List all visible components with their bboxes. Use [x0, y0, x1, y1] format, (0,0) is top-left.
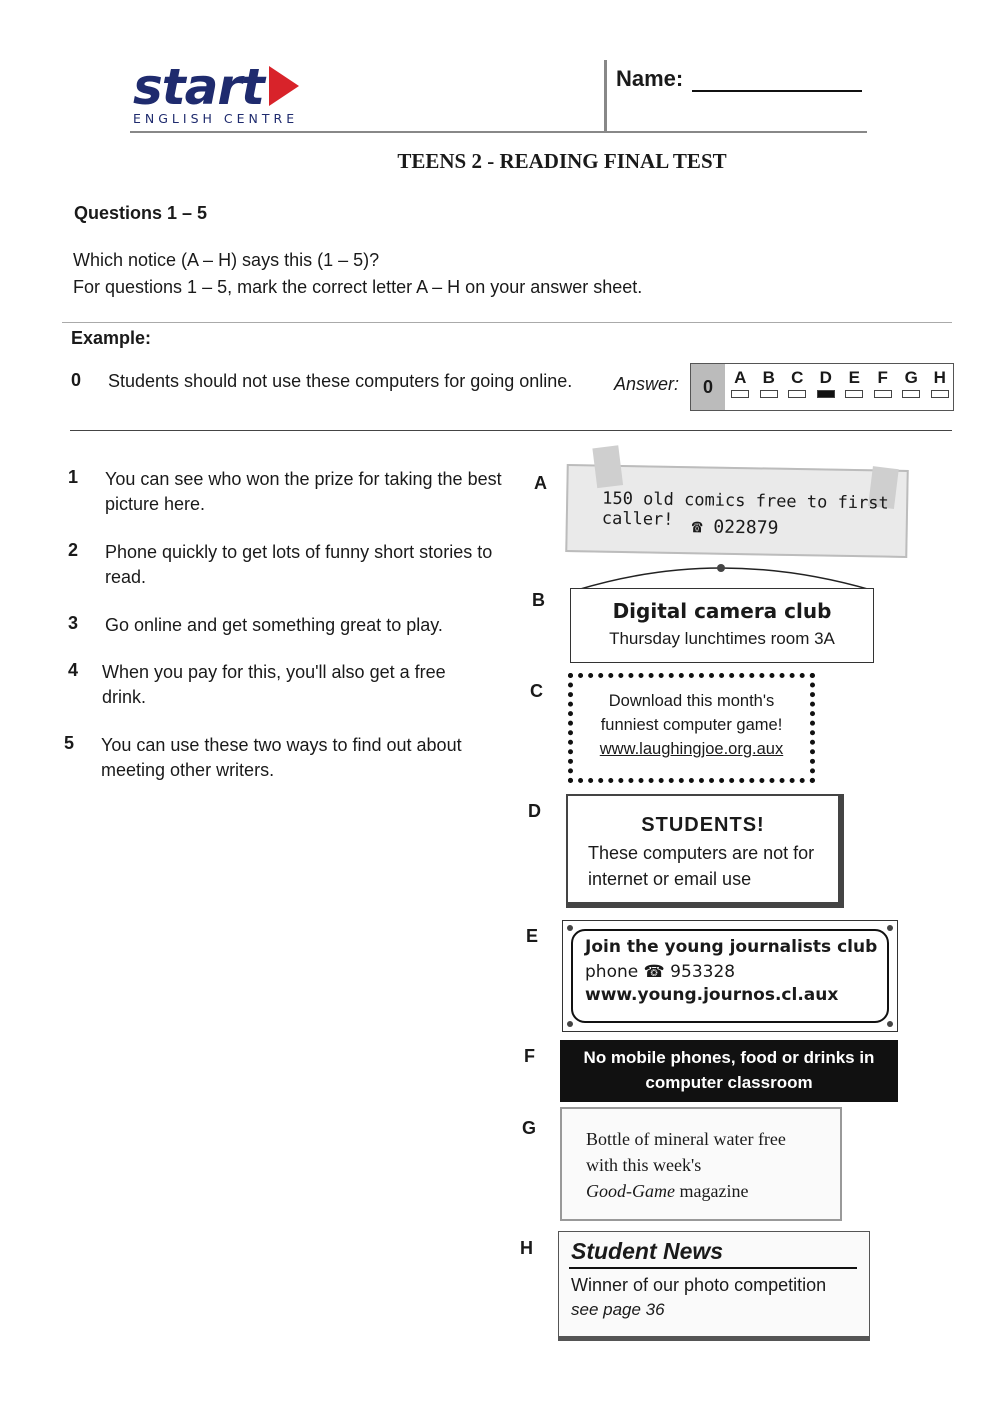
- magazine-name: Good-Game: [586, 1181, 675, 1201]
- answer-option-f[interactable]: [874, 368, 893, 398]
- example-text: Students should not use these computers for going online.: [108, 371, 573, 391]
- notice-letter: E: [526, 926, 539, 946]
- notice-letter: C: [530, 681, 543, 701]
- notice-f-line-1: No mobile phones, food or drinks in: [583, 1048, 875, 1067]
- notice-f: [560, 1040, 898, 1102]
- example-label: Example:: [71, 328, 152, 348]
- answer-option-e[interactable]: [845, 368, 864, 398]
- divider-bottom: [70, 430, 952, 431]
- answer-letter: D: [819, 368, 832, 387]
- notice-c-link[interactable]: www.laughingjoe.org.aux: [599, 740, 784, 758]
- answer-bubble[interactable]: [845, 390, 863, 398]
- question-text: Phone quickly to get lots of funny short stories to read.: [105, 542, 493, 587]
- notice-g: [560, 1107, 842, 1221]
- notice-h-title: Student News: [571, 1238, 724, 1264]
- question-text: Go online and get something great to play.: [105, 615, 443, 635]
- question-text: You can see who won the prize for taking the best picture here.: [105, 469, 502, 514]
- page-title: TEENS 2 - READING FINAL TEST: [397, 149, 727, 173]
- notice-d-heading: STUDENTS!: [641, 814, 765, 836]
- question-number: 5: [64, 733, 75, 753]
- example-number: 0: [71, 370, 82, 390]
- answer-option-a[interactable]: [731, 368, 750, 398]
- logo-arrow-icon: [269, 66, 299, 106]
- pin-icon: [887, 925, 893, 931]
- answer-option-b[interactable]: [760, 368, 779, 398]
- section-heading: Questions 1 – 5: [74, 203, 208, 223]
- answer-letter: C: [791, 368, 804, 387]
- notice-b: [570, 588, 874, 663]
- answer-letter: A: [734, 368, 747, 387]
- notice-g-text: magazine: [674, 1181, 749, 1201]
- answer-option-d[interactable]: [817, 368, 836, 398]
- notice-letter: A: [534, 473, 547, 493]
- answer-bubble[interactable]: [760, 390, 778, 398]
- answer-bubble[interactable]: [931, 390, 949, 398]
- notice-h-line-3: see page 36: [571, 1300, 665, 1319]
- answer-letters: [731, 368, 949, 398]
- notice-c: [568, 673, 815, 783]
- notice-b-line-1: Digital camera club: [612, 599, 832, 623]
- notice-letter: G: [522, 1118, 537, 1138]
- notice-b-line-2: Thursday lunchtimes room 3A: [609, 629, 835, 648]
- question-text: When you pay for this, you'll also get a free drink.: [102, 662, 446, 707]
- answer-letter: G: [904, 368, 918, 387]
- notice-c-line-1: Download this month's: [608, 692, 775, 710]
- answer-letter: B: [762, 368, 775, 387]
- header-divider: [130, 131, 867, 133]
- notice-g-line-3: [586, 1181, 748, 1202]
- notice-e-link[interactable]: www.young.journos.cl.aux: [585, 985, 839, 1005]
- notice-d: [566, 794, 844, 908]
- divider-top: [62, 322, 952, 323]
- notice-c-line-2: funniest computer game!: [600, 716, 783, 734]
- notice-e: [562, 920, 898, 1032]
- question-text: You can use these two ways to find out about meeting other writers.: [101, 735, 462, 780]
- answer-letter: F: [877, 368, 888, 387]
- notice-h-line-2: Winner of our photo competition: [571, 1275, 827, 1295]
- answer-bubble[interactable]: [788, 390, 806, 398]
- notice-d-text: These computers are not for: [588, 843, 815, 863]
- pin-icon: [887, 1021, 893, 1027]
- notice-letter: B: [532, 590, 545, 610]
- start-logo: [133, 58, 303, 128]
- instruction-line-2: For questions 1 – 5, mark the correct letter A – H on your answer sheet.: [73, 277, 643, 297]
- answer-bubble[interactable]: [817, 390, 835, 398]
- answer-bubble[interactable]: [874, 390, 892, 398]
- question-number: 2: [68, 540, 79, 560]
- notice-a: [565, 464, 908, 558]
- answer-letter: E: [848, 368, 860, 387]
- instruction-line-1: Which notice (A – H) says this (1 – 5)?: [73, 250, 380, 270]
- answer-option-h[interactable]: [931, 368, 950, 398]
- notice-d-text: internet or email use: [588, 869, 752, 889]
- logo-subtitle: ENGLISH CENTRE: [133, 111, 299, 126]
- answer-grid: [690, 363, 954, 411]
- pin-icon: [567, 925, 573, 931]
- answer-letter: H: [933, 368, 946, 387]
- question-number: 1: [68, 467, 79, 487]
- answer-option-g[interactable]: [902, 368, 921, 398]
- notice-h: [558, 1231, 870, 1341]
- notice-a-line-2: ☎ 022879: [691, 516, 779, 539]
- pin-icon: [567, 1021, 573, 1027]
- tape: [592, 445, 623, 488]
- notice-letter: F: [524, 1046, 535, 1066]
- answer-option-c[interactable]: [788, 368, 807, 398]
- notice-e-line-2: phone ☎ 953328: [585, 962, 736, 982]
- name-label: Name:: [616, 66, 684, 91]
- answer-bubble[interactable]: [731, 390, 749, 398]
- notice-a-line-1: 150 old comics free to first caller!: [601, 488, 889, 530]
- notice-letter: D: [528, 801, 541, 821]
- answer-label: Answer:: [614, 374, 680, 394]
- notice-g-line-2: with this week's: [586, 1155, 702, 1175]
- name-field-line[interactable]: [692, 90, 862, 92]
- logo-word: start: [133, 58, 264, 116]
- answer-number: 0: [691, 364, 725, 410]
- notice-letter: H: [520, 1238, 533, 1258]
- notice-f-line-2: computer classroom: [645, 1073, 813, 1092]
- header-divider-vertical: [604, 60, 607, 133]
- notice-e-line-1: Join the young journalists club: [585, 937, 878, 957]
- answer-bubble[interactable]: [902, 390, 920, 398]
- question-number: 4: [68, 660, 79, 680]
- question-number: 3: [68, 613, 79, 633]
- notice-g-line-1: Bottle of mineral water free: [586, 1129, 786, 1149]
- notice-d-line-2: [588, 840, 814, 892]
- notice-h-rule: [569, 1267, 857, 1269]
